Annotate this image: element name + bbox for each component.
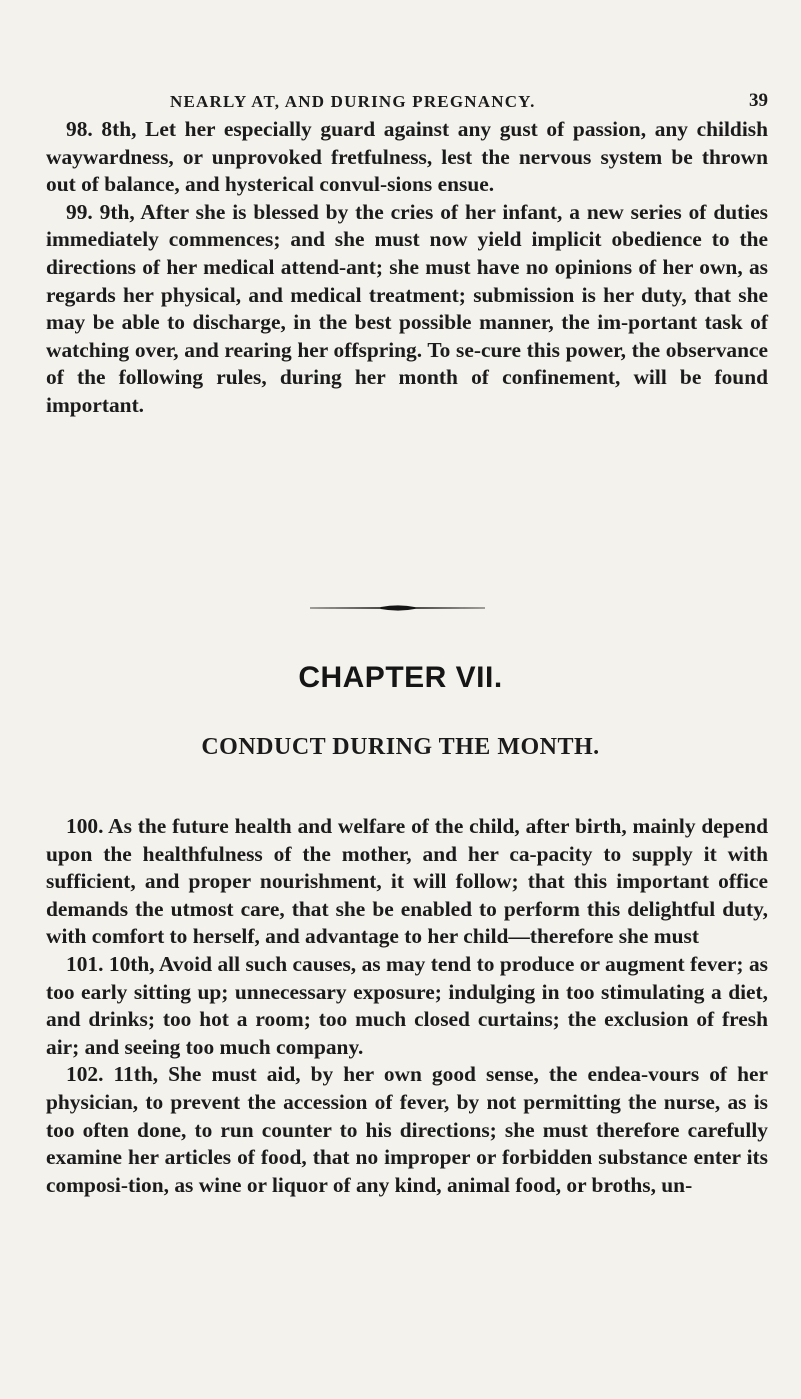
paragraph-98: 98. 8th, Let her especially guard against any gust of passion, any childish waywardness, or unprovoked fretfulness, lest the nervous system be thrown out of balance, and hysterical convul-sions ensue. xyxy=(46,117,768,197)
paragraph-100: 100. As the future health and welfare of the child, after birth, mainly depend upon the healthfulness of the mother, and her ca-pacity to supply it with sufficient, and proper nourishment, it will follow; that this important office demands the utmost care, that she be enabled to perform this delightful duty, with comfort to herself, and advantage to her child—therefore she must xyxy=(46,814,768,949)
running-header-title: NEARLY AT, AND DURING PREGNANCY. xyxy=(170,92,536,111)
paragraph-102: 102. 11th, She must aid, by her own good sense, the endea-vours of her physician, to prevent the accession of fever, by not permitting the nurse, as is too often done, to run counter to his directions; she must therefore carefully examine her articles of food, that no improper or forbidden substance enter its composi-tion, as wine or liquor of any kind, animal food, or broths, un- xyxy=(46,1062,768,1197)
section-divider-ornament xyxy=(310,603,485,613)
paragraph-99: 99. 9th, After she is blessed by the cries of her infant, a new series of duties immediately commences; and she must now yield implicit obedience to the directions of her medical attend-ant; she must have no opinions of her own, as regards her physical, and medical treatment; submission is her duty, that she may be able to discharge, in the best possible manner, the im-portant task of watching over, and rearing her offspring. To se-cure this power, the observance of the following rules, during her month of confinement, will be found important. xyxy=(46,199,768,417)
divider-swell-rule xyxy=(310,603,485,613)
paragraph-101: 101. 10th, Avoid all such causes, as may tend to produce or augment fever; as too early sitting up; unnecessary exposure; indulging in too stimulating a diet, and drinks; too hot a room; too much closed curtains; the exclusion of fresh air; and seeing too much company. xyxy=(46,951,768,1059)
chapter-heading: CHAPTER VII. xyxy=(298,661,503,694)
page-number: 39 xyxy=(749,90,768,111)
chapter-subheading: CONDUCT DURING THE MONTH. xyxy=(201,734,600,760)
text-block-before-chapter xyxy=(46,116,768,420)
text-block-after-chapter xyxy=(46,813,768,1199)
running-header xyxy=(170,92,768,112)
